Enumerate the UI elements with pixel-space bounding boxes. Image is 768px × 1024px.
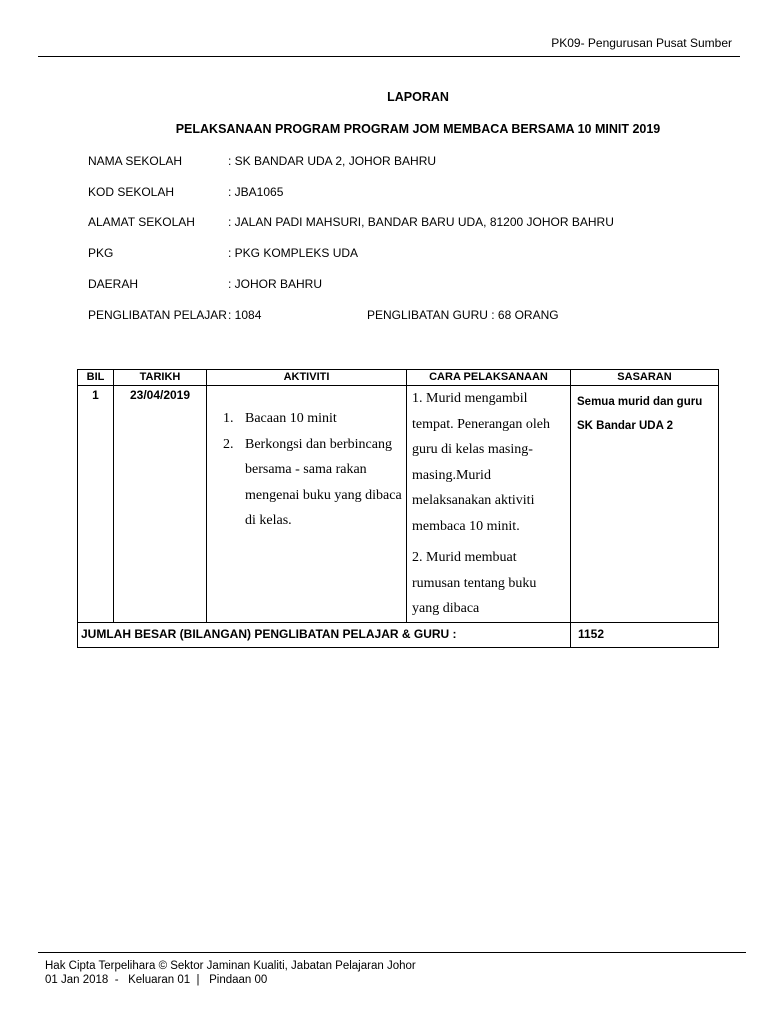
field-label-school-address: ALAMAT SEKOLAH	[88, 215, 195, 229]
field-label-pkg: PKG	[88, 246, 114, 260]
field-label-district: DAERAH	[88, 277, 139, 291]
total-value: 1152	[571, 622, 719, 647]
target-line: SK Bandar UDA 2	[577, 420, 674, 432]
field-value-student-involvement: : 1084	[228, 308, 262, 322]
target-line: Semua murid dan guru	[577, 396, 703, 408]
activity-text: Bacaan 10 minit	[245, 411, 337, 426]
footer-version: 01 Jan 2018 - Keluaran 01 | Pindaan 00	[45, 974, 268, 986]
field-value-pkg: : PKG KOMPLEKS UDA	[228, 246, 359, 260]
column-header-bil: BIL	[78, 370, 114, 386]
activity-table	[77, 369, 719, 648]
total-row	[78, 622, 719, 647]
row-target	[571, 386, 719, 623]
activity-number: 1.	[223, 411, 234, 426]
table-row	[78, 386, 719, 623]
field-value-school-code: : JBA1065	[228, 185, 284, 199]
activity-text: Berkongsi dan berbincang bersama - sama rakan mengenai buku yang dibaca di kelas.	[245, 436, 402, 528]
column-header-aktiviti: AKTIVITI	[207, 370, 407, 386]
teacher-involvement: PENGLIBATAN GURU : 68 ORANG	[367, 308, 559, 322]
column-header-sasaran: SASARAN	[571, 370, 719, 386]
row-number: 1	[78, 386, 114, 623]
field-label-school-code: KOD SEKOLAH	[88, 185, 175, 199]
activity-item	[223, 432, 402, 534]
document-code-header: PK09- Pengurusan Pusat Sumber	[551, 36, 732, 50]
activity-item	[223, 406, 402, 432]
method-step: 1. Murid mengambil tempat. Penerangan oleh guru di kelas masing-masing.Murid melaksanakan aktiviti membaca 10 minit.	[412, 391, 551, 534]
activity-number: 2.	[223, 436, 234, 452]
row-date: 23/04/2019	[114, 386, 207, 623]
method-step: 2. Murid membuat rumusan tentang buku yang dibaca	[412, 550, 537, 616]
column-header-tarikh: TARIKH	[114, 370, 207, 386]
footer-divider	[38, 952, 746, 953]
row-activities	[207, 386, 407, 623]
header-divider	[38, 56, 740, 57]
field-value-school-address: : JALAN PADI MAHSURI, BANDAR BARU UDA, 81200 JOHOR BAHRU	[228, 215, 614, 229]
row-method	[407, 386, 571, 623]
column-header-cara-pelaksanaan: CARA PELAKSANAAN	[407, 370, 571, 386]
field-value-school-name: : SK BANDAR UDA 2, JOHOR BAHRU	[228, 154, 437, 168]
field-label-student-involvement: PENGLIBATAN PELAJAR	[88, 308, 227, 322]
table-header-row	[78, 370, 719, 386]
total-label: JUMLAH BESAR (BILANGAN) PENGLIBATAN PELAJAR & GURU :	[78, 622, 571, 647]
footer-copyright: Hak Cipta Terpelihara © Sektor Jaminan Kualiti, Jabatan Pelajaran Johor	[45, 960, 416, 972]
report-subtitle: PELAKSANAAN PROGRAM PROGRAM JOM MEMBACA BERSAMA 10 MINIT 2019	[175, 122, 661, 136]
field-label-school-name: NAMA SEKOLAH	[88, 154, 183, 168]
field-value-district: : JOHOR BAHRU	[228, 277, 323, 291]
report-title: LAPORAN	[387, 90, 449, 104]
